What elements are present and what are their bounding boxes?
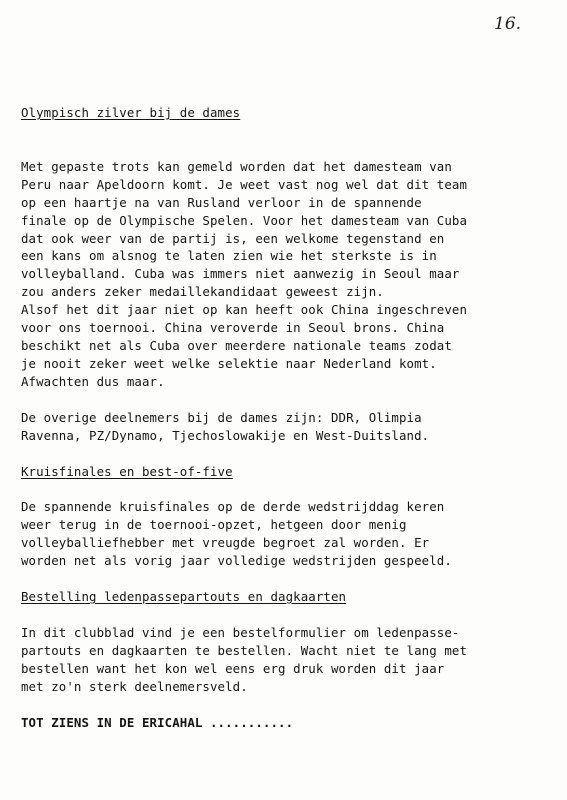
- closing-line: TOT ZIENS IN DE ERICAHAL ...........: [21, 714, 294, 730]
- section-heading: Kruisfinales en best-of-five: [21, 463, 233, 479]
- page-number: 16.: [494, 14, 522, 34]
- section-heading: Olympisch zilver bij de dames: [21, 105, 241, 120]
- section-paragraph: Met gepaste trots kan gemeld worden dat het damesteam van Peru naar Apeldoorn komt. Je weet vast nog wel dat dit team op een haartje na van Rusland verloor in de spannende finale op de Olympische Spelen. Voor het damesteam van Cuba dat ook weer van de partij is, een welkome tegenstand en een kans om alsnog te laten zien wie het sterkste is in volleyballand. Cuba was immers niet aanwezig in Seoul maar zou anders zeker medaillekandidaat geweest zijn. Alsof het dit jaar niet op kan heeft ook China ingeschreven voor ons toernooi. China veroverde in Seoul brons. China beschikt net als Cuba over meerdere nationale teams zodat je nooit zeker weet welke selektie naar Nederland komt. Afwachten dus maar.: [21, 158, 468, 389]
- article-body: [21, 104, 556, 731]
- section-paragraph: De spannende kruisfinales op de derde wedstrijddag keren weer terug in de toernooi-opzet, hetgeen door menig volleyballiefhebber met vreugde begroet zal worden. Er worden net als vorig jaar volledige wedstrijden gespeeld.: [21, 499, 452, 569]
- section-olympisch-zilver: [21, 104, 556, 445]
- section-heading: Bestelling ledenpassepartouts en dagkaarten: [21, 589, 347, 605]
- section-bestelling: [21, 588, 556, 696]
- section-kruisfinales: [21, 463, 556, 571]
- section-paragraph: In dit clubblad vind je een bestelformulier om ledenpasse- partouts en dagkaarten te bestellen. Wacht niet te lang met bestellen want het kon wel eens erg druk worden dit jaar met zo'n sterk deelnemersveld.: [21, 624, 468, 694]
- section-paragraph: De overige deelnemers bij de dames zijn: DDR, Olimpia Ravenna, PZ/Dynamo, Tjechoslowakije en West-Duitsland.: [21, 409, 430, 443]
